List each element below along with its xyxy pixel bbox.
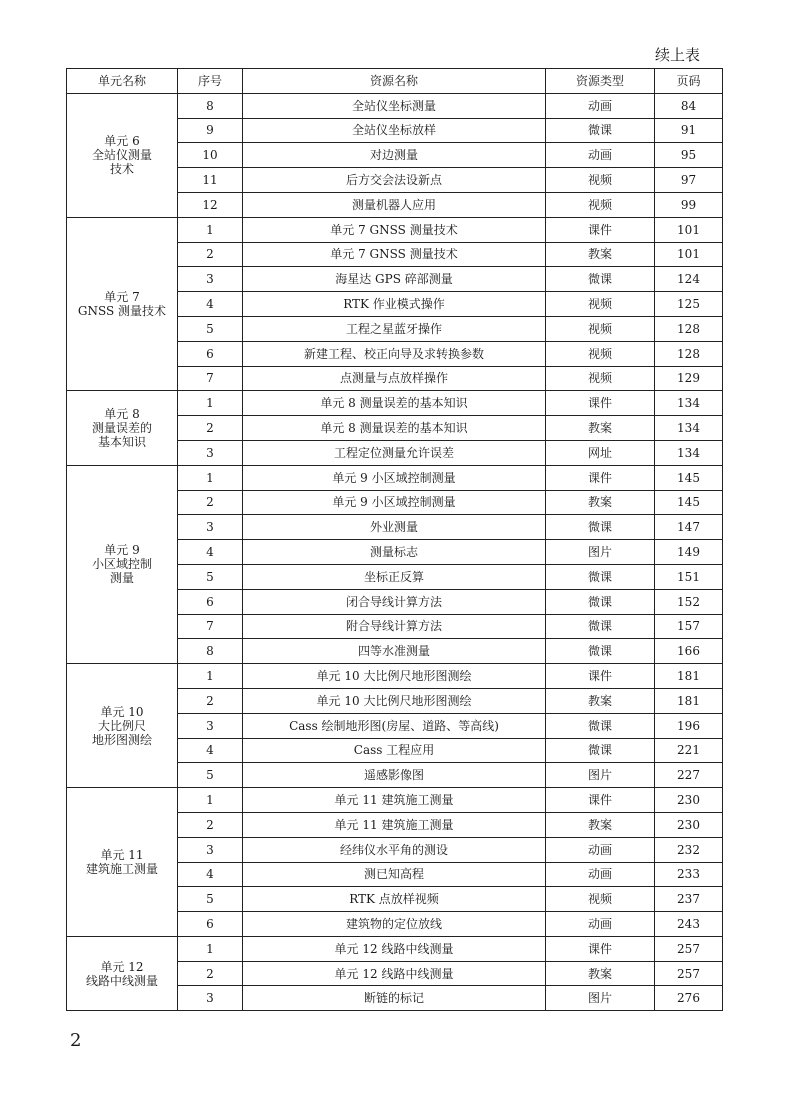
resource-type-cell: 教案 [546, 490, 655, 515]
resource-type-cell: 教案 [546, 416, 655, 441]
resource-type-cell: 动画 [546, 912, 655, 937]
resource-name-cell: 遥感影像图 [243, 763, 546, 788]
table-row [67, 465, 723, 490]
unit-name-line: 单元 6 [104, 134, 140, 149]
serial-no-cell: 3 [178, 837, 243, 862]
continuation-note: 续上表 [654, 46, 700, 64]
resource-type-cell: 教案 [546, 688, 655, 713]
resource-type-cell: 动画 [546, 862, 655, 887]
unit-name-line: 单元 7 [104, 290, 140, 305]
unit-name-line: 基本知识 [97, 435, 146, 450]
serial-no-cell: 1 [178, 664, 243, 689]
table-row [67, 664, 723, 689]
page-cell: 152 [655, 589, 723, 614]
resource-type-cell: 微课 [546, 267, 655, 292]
serial-no-cell: 5 [178, 564, 243, 589]
resource-type-cell: 课件 [546, 391, 655, 416]
resource-type-cell: 课件 [546, 936, 655, 961]
resource-name-cell: RTK 作业模式操作 [243, 292, 546, 317]
serial-no-cell: 8 [178, 639, 243, 664]
resource-name-cell: 单元 9 小区域控制测量 [243, 490, 546, 515]
table-row [67, 788, 723, 813]
resource-name-cell: Cass 绘制地形图(房屋、道路、等高线) [243, 713, 546, 738]
unit-name-cell [67, 936, 178, 1010]
serial-no-cell: 10 [178, 143, 243, 168]
serial-no-cell: 2 [178, 688, 243, 713]
serial-no-cell: 4 [178, 540, 243, 565]
serial-no-cell: 5 [178, 316, 243, 341]
resource-type-cell: 课件 [546, 217, 655, 242]
resource-type-cell: 视频 [546, 341, 655, 366]
serial-no-cell: 1 [178, 391, 243, 416]
resource-name-cell: 全站仪坐标测量 [243, 93, 546, 118]
resource-type-cell: 课件 [546, 465, 655, 490]
serial-no-cell: 4 [178, 738, 243, 763]
serial-no-cell: 1 [178, 217, 243, 242]
page-cell: 221 [655, 738, 723, 763]
header-resource-type: 资源类型 [546, 69, 655, 94]
page-cell: 257 [655, 936, 723, 961]
page-cell: 145 [655, 465, 723, 490]
resource-name-cell: 工程定位测量允许误差 [243, 440, 546, 465]
page-cell: 145 [655, 490, 723, 515]
serial-no-cell: 1 [178, 936, 243, 961]
page-cell: 125 [655, 292, 723, 317]
page-cell: 232 [655, 837, 723, 862]
resource-name-cell: 海星达 GPS 碎部测量 [243, 267, 546, 292]
resource-name-cell: 单元 8 测量误差的基本知识 [243, 416, 546, 441]
resource-name-cell: 单元 9 小区域控制测量 [243, 465, 546, 490]
unit-name-cell [67, 391, 178, 465]
resource-type-cell: 微课 [546, 564, 655, 589]
resource-type-cell: 微课 [546, 713, 655, 738]
page-cell: 91 [655, 118, 723, 143]
resource-name-cell: 新建工程、校正向导及求转换参数 [243, 341, 546, 366]
page-cell: 128 [655, 341, 723, 366]
page-cell: 196 [655, 713, 723, 738]
resource-type-cell: 课件 [546, 788, 655, 813]
resource-type-cell: 微课 [546, 614, 655, 639]
page-cell: 166 [655, 639, 723, 664]
resource-type-cell: 动画 [546, 837, 655, 862]
serial-no-cell: 3 [178, 515, 243, 540]
resource-type-cell: 视频 [546, 292, 655, 317]
resource-name-cell: 单元 10 大比例尺地形图测绘 [243, 688, 546, 713]
unit-name-line: 线路中线测量 [85, 973, 158, 988]
serial-no-cell: 3 [178, 986, 243, 1011]
page-cell: 276 [655, 986, 723, 1011]
resource-name-cell: 经纬仪水平角的测设 [243, 837, 546, 862]
resource-name-cell: 单元 12 线路中线测量 [243, 936, 546, 961]
resource-type-cell: 视频 [546, 887, 655, 912]
resource-name-cell: 测量机器人应用 [243, 192, 546, 217]
serial-no-cell: 2 [178, 961, 243, 986]
page-cell: 128 [655, 316, 723, 341]
table-row [67, 936, 723, 961]
serial-no-cell: 8 [178, 93, 243, 118]
page-cell: 101 [655, 242, 723, 267]
resource-type-cell: 视频 [546, 192, 655, 217]
resource-name-cell: 点测量与点放样操作 [243, 366, 546, 391]
serial-no-cell: 6 [178, 341, 243, 366]
resource-name-cell: 单元 7 GNSS 测量技术 [243, 217, 546, 242]
resource-type-cell: 教案 [546, 961, 655, 986]
page-cell: 227 [655, 763, 723, 788]
resource-type-cell: 教案 [546, 812, 655, 837]
unit-name-line: 单元 11 [100, 848, 144, 862]
resource-type-cell: 课件 [546, 664, 655, 689]
page-cell: 237 [655, 887, 723, 912]
page-cell: 157 [655, 614, 723, 639]
unit-name-cell [67, 664, 178, 788]
unit-name-cell [67, 93, 178, 217]
resource-name-cell: 附合导线计算方法 [243, 614, 546, 639]
header-unit-name: 单元名称 [67, 69, 178, 94]
serial-no-cell: 7 [178, 366, 243, 391]
page-cell: 147 [655, 515, 723, 540]
resource-type-cell: 教案 [546, 242, 655, 267]
unit-name-cell [67, 217, 178, 391]
unit-name-line: 地形图测绘 [91, 732, 152, 747]
resource-name-cell: 单元 8 测量误差的基本知识 [243, 391, 546, 416]
serial-no-cell: 3 [178, 267, 243, 292]
page-cell: 151 [655, 564, 723, 589]
serial-no-cell: 6 [178, 589, 243, 614]
resource-type-cell: 图片 [546, 540, 655, 565]
table-row [67, 391, 723, 416]
resource-name-cell: 单元 7 GNSS 测量技术 [243, 242, 546, 267]
page-cell: 129 [655, 366, 723, 391]
page-cell: 134 [655, 440, 723, 465]
serial-no-cell: 2 [178, 490, 243, 515]
unit-name-line: 测量 [109, 571, 134, 586]
serial-no-cell: 2 [178, 416, 243, 441]
serial-no-cell: 4 [178, 862, 243, 887]
resource-type-cell: 微课 [546, 118, 655, 143]
table-row [67, 217, 723, 242]
page-cell: 149 [655, 540, 723, 565]
resource-name-cell: 建筑物的定位放线 [243, 912, 546, 937]
serial-no-cell: 3 [178, 440, 243, 465]
serial-no-cell: 9 [178, 118, 243, 143]
page-cell: 97 [655, 168, 723, 193]
serial-no-cell: 2 [178, 242, 243, 267]
resource-type-cell: 微课 [546, 639, 655, 664]
table-header-row [67, 69, 723, 94]
page-cell: 230 [655, 788, 723, 813]
resource-type-cell: 视频 [546, 168, 655, 193]
serial-no-cell: 4 [178, 292, 243, 317]
page-cell: 181 [655, 664, 723, 689]
unit-name-line: 单元 9 [104, 543, 140, 558]
serial-no-cell: 7 [178, 614, 243, 639]
resource-type-cell: 微课 [546, 589, 655, 614]
page-cell: 230 [655, 812, 723, 837]
header-serial-no: 序号 [178, 69, 243, 94]
table-body [67, 93, 723, 1010]
unit-name-line: 单元 12 [100, 959, 144, 974]
serial-no-cell: 6 [178, 912, 243, 937]
page-cell: 95 [655, 143, 723, 168]
resource-type-cell: 动画 [546, 93, 655, 118]
resource-name-cell: 全站仪坐标放样 [243, 118, 546, 143]
unit-name-line: 全站仪测量 [91, 148, 152, 163]
serial-no-cell: 2 [178, 812, 243, 837]
page-cell: 99 [655, 192, 723, 217]
serial-no-cell: 12 [178, 192, 243, 217]
resource-name-cell: 测已知高程 [243, 862, 546, 887]
header-page: 页码 [655, 69, 723, 94]
page-cell: 243 [655, 912, 723, 937]
serial-no-cell: 1 [178, 465, 243, 490]
resource-table [66, 68, 723, 1011]
unit-name-cell [67, 788, 178, 937]
resource-name-cell: 断链的标记 [243, 986, 546, 1011]
resource-name-cell: 单元 10 大比例尺地形图测绘 [243, 664, 546, 689]
serial-no-cell: 11 [178, 168, 243, 193]
page-cell: 134 [655, 391, 723, 416]
page-cell: 134 [655, 416, 723, 441]
resource-name-cell: 单元 12 线路中线测量 [243, 961, 546, 986]
resource-name-cell: 后方交会法设新点 [243, 168, 546, 193]
resource-type-cell: 微课 [546, 738, 655, 763]
unit-name-line: 技术 [109, 162, 134, 177]
page-cell: 84 [655, 93, 723, 118]
resource-name-cell: 对边测量 [243, 143, 546, 168]
unit-name-line: 单元 10 [100, 704, 144, 719]
resource-name-cell: 单元 11 建筑施工测量 [243, 788, 546, 813]
resource-type-cell: 视频 [546, 366, 655, 391]
resource-type-cell: 视频 [546, 316, 655, 341]
resource-name-cell: Cass 工程应用 [243, 738, 546, 763]
unit-name-line: 测量误差的 [91, 421, 152, 436]
unit-name-line: 建筑施工测量 [85, 862, 158, 876]
resource-name-cell: 单元 11 建筑施工测量 [243, 812, 546, 837]
resource-type-cell: 微课 [546, 515, 655, 540]
page-cell: 101 [655, 217, 723, 242]
serial-no-cell: 1 [178, 788, 243, 813]
resource-type-cell: 图片 [546, 986, 655, 1011]
serial-no-cell: 5 [178, 887, 243, 912]
page-cell: 181 [655, 688, 723, 713]
resource-type-cell: 图片 [546, 763, 655, 788]
unit-name-line: 大比例尺 [97, 718, 146, 733]
resource-name-cell: 四等水准测量 [243, 639, 546, 664]
unit-name-cell [67, 465, 178, 663]
table-row [67, 93, 723, 118]
resource-name-cell: 外业测量 [243, 515, 546, 540]
resource-type-cell: 动画 [546, 143, 655, 168]
serial-no-cell: 5 [178, 763, 243, 788]
resource-name-cell: 测量标志 [243, 540, 546, 565]
resource-name-cell: 工程之星蓝牙操作 [243, 316, 546, 341]
unit-name-line: 小区域控制 [91, 557, 152, 572]
unit-name-line: 单元 8 [104, 407, 140, 422]
resource-type-cell: 网址 [546, 440, 655, 465]
unit-name-line: GNSS 测量技术 [77, 304, 167, 319]
page-cell: 124 [655, 267, 723, 292]
header-resource-name: 资源名称 [243, 69, 546, 94]
serial-no-cell: 3 [178, 713, 243, 738]
page-cell: 257 [655, 961, 723, 986]
page-cell: 233 [655, 862, 723, 887]
resource-name-cell: RTK 点放样视频 [243, 887, 546, 912]
resource-name-cell: 坐标正反算 [243, 564, 546, 589]
resource-name-cell: 闭合导线计算方法 [243, 589, 546, 614]
page-number: 2 [70, 1030, 82, 1051]
